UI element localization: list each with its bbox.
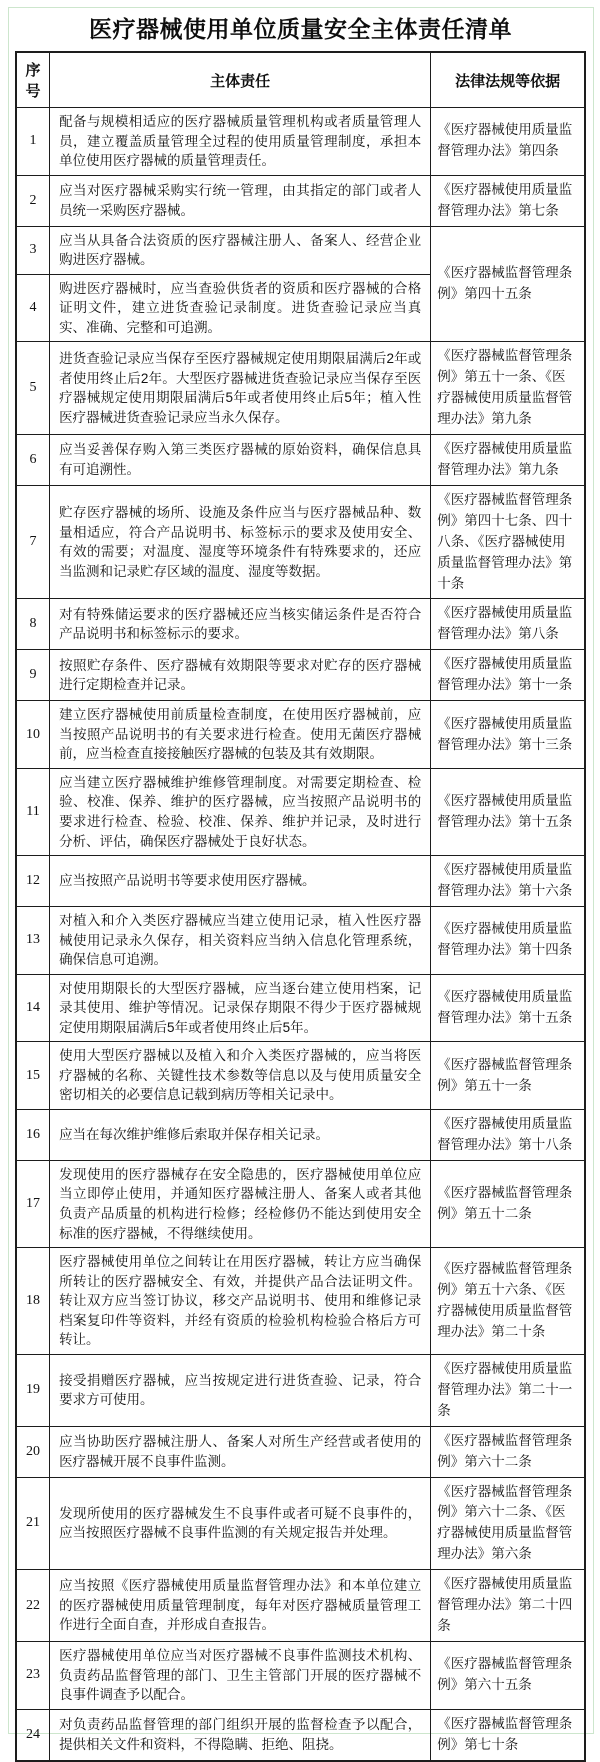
duty-cell: 对植入和介入类医疗器械应当建立使用记录，植入性医疗器械使用记录永久保存，相关资料应当纳入信息化管理系统，确保信息可追溯。 xyxy=(50,906,431,974)
table-row xyxy=(16,342,585,435)
duty-cell: 配备与规模相适应的医疗器械质量管理机构或者质量管理人员，建立覆盖质量管理全过程的使用质量管理制度，承担本单位使用医疗器械的质量管理责任。 xyxy=(50,108,431,176)
legal-basis-cell: 《医疗器械监督管理条例》第五十一条 xyxy=(431,1042,585,1110)
duty-cell: 对使用期限长的大型医疗器械，应当逐台建立使用档案，记录其使用、维护等情况。记录保存期限不得少于医疗器械规定使用期限届满后5年或者使用终止后5年。 xyxy=(50,974,431,1042)
duty-cell: 应当在每次维护维修后索取并保存相关记录。 xyxy=(50,1110,431,1161)
table-row xyxy=(16,1354,585,1426)
duty-cell: 对有特殊储运要求的医疗器械还应当核实储运条件是否符合产品说明书和标签标示的要求。 xyxy=(50,599,431,650)
table-row xyxy=(16,1477,585,1570)
legal-basis-cell: 《医疗器械监督管理条例》第六十五条 xyxy=(431,1641,585,1709)
document-title: 医疗器械使用单位质量安全主体责任清单 xyxy=(89,16,512,42)
legal-basis-cell: 《医疗器械使用质量监督管理办法》第十四条 xyxy=(431,906,585,974)
row-number-cell: 4 xyxy=(16,274,50,342)
legal-basis-cell: 《医疗器械监督管理条例》第六十二条、《医疗器械使用质量监督管理办法》第六条 xyxy=(431,1477,585,1570)
table-row xyxy=(16,701,585,769)
duty-cell: 医疗器械使用单位之间转让在用医疗器械，转让方应当确保所转让的医疗器械安全、有效，并提供产品合法证明文件。转让双方应当签订协议，移交产品说明书、使用和维修记录档案复印件等资料，并经有资质的检验机构检验合格后方可转让。 xyxy=(50,1248,431,1355)
row-number-cell: 18 xyxy=(16,1248,50,1355)
legal-basis-cell: 《医疗器械使用质量监督管理办法》第四条 xyxy=(431,108,585,176)
table-row xyxy=(16,485,585,599)
row-number-cell: 19 xyxy=(16,1354,50,1426)
duty-cell: 贮存医疗器械的场所、设施及条件应当与医疗器械品种、数量相适应，符合产品说明书、标签标示的要求及使用安全、有效的需要；对温度、湿度等环境条件有特殊要求的，还应当监测和记录贮存区域的温度、湿度等数据。 xyxy=(50,485,431,599)
row-number-cell: 13 xyxy=(16,906,50,974)
legal-basis-cell: 《医疗器械使用质量监督管理办法》第二十四条 xyxy=(431,1570,585,1642)
row-number-cell: 17 xyxy=(16,1160,50,1247)
legal-basis-cell: 《医疗器械使用质量监督管理办法》第二十一条 xyxy=(431,1354,585,1426)
duty-cell: 使用大型医疗器械以及植入和介入类医疗器械的，应当将医疗器械的名称、关键性技术参数等信息以及与使用质量安全密切相关的必要信息记载到病历等相关记录中。 xyxy=(50,1042,431,1110)
legal-basis-cell: 《医疗器械监督管理条例》第四十五条 xyxy=(431,226,585,342)
duty-cell: 应当按照《医疗器械使用质量监督管理办法》和本单位建立的医疗器械使用质量管理制度，每年对医疗器械质量管理工作进行全面自查，并形成自查报告。 xyxy=(50,1570,431,1642)
header-no: 序号 xyxy=(16,52,50,108)
duty-cell: 购进医疗器械时，应当查验供货者的资质和医疗器械的合格证明文件，建立进货查验记录制度。进货查验记录应当真实、准确、完整和可追溯。 xyxy=(50,274,431,342)
row-number-cell: 6 xyxy=(16,435,50,486)
table-row xyxy=(16,108,585,176)
legal-basis-cell: 《医疗器械使用质量监督管理办法》第十一条 xyxy=(431,650,585,701)
row-number-cell: 12 xyxy=(16,856,50,907)
legal-basis-cell: 《医疗器械监督管理条例》第五十一条、《医疗器械使用质量监督管理办法》第九条 xyxy=(431,342,585,435)
legal-basis-cell: 《医疗器械使用质量监督管理办法》第十五条 xyxy=(431,974,585,1042)
row-number-cell: 24 xyxy=(16,1709,50,1760)
row-number-cell: 7 xyxy=(16,485,50,599)
row-number-cell: 10 xyxy=(16,701,50,769)
duty-cell: 应当妥善保存购入第三类医疗器械的原始资料，确保信息具有可追溯性。 xyxy=(50,435,431,486)
legal-basis-cell: 《医疗器械使用质量监督管理办法》第十三条 xyxy=(431,701,585,769)
duty-cell: 应当对医疗器械采购实行统一管理，由其指定的部门或者人员统一采购医疗器械。 xyxy=(50,175,431,226)
row-number-cell: 22 xyxy=(16,1570,50,1642)
legal-basis-cell: 《医疗器械监督管理条例》第五十六条、《医疗器械使用质量监督管理办法》第二十条 xyxy=(431,1248,585,1355)
row-number-cell: 11 xyxy=(16,768,50,855)
row-number-cell: 5 xyxy=(16,342,50,435)
legal-basis-cell: 《医疗器械使用质量监督管理办法》第八条 xyxy=(431,599,585,650)
legal-basis-cell: 《医疗器械监督管理条例》第四十七条、四十八条、《医疗器械使用质量监督管理办法》第十条 xyxy=(431,485,585,599)
table-row xyxy=(16,768,585,855)
table-row xyxy=(16,1709,585,1760)
row-number-cell: 16 xyxy=(16,1110,50,1161)
row-number-cell: 21 xyxy=(16,1477,50,1570)
table-row xyxy=(16,974,585,1042)
legal-basis-cell: 《医疗器械使用质量监督管理办法》第十六条 xyxy=(431,856,585,907)
legal-basis-cell: 《医疗器械监督管理条例》第六十二条 xyxy=(431,1426,585,1477)
duty-cell: 应当建立医疗器械维护维修管理制度。对需要定期检查、检验、校准、保养、维护的医疗器械，应当按照产品说明书的要求进行检查、检验、校准、保养、维护并记录，及时进行分析、评估，确保医疗器械处于良好状态。 xyxy=(50,768,431,855)
responsibility-table xyxy=(15,51,586,1762)
row-number-cell: 14 xyxy=(16,974,50,1042)
table-row xyxy=(16,650,585,701)
legal-basis-cell: 《医疗器械使用质量监督管理办法》第七条 xyxy=(431,175,585,226)
table-row xyxy=(16,1110,585,1161)
table-row xyxy=(16,599,585,650)
duty-cell: 进货查验记录应当保存至医疗器械规定使用期限届满后2年或者使用终止后2年。大型医疗器械进货查验记录应当保存至医疗器械规定使用期限届满后5年或者使用终止后5年；植入性医疗器械进货查验记录应当永久保存。 xyxy=(50,342,431,435)
duty-cell: 发现所使用的医疗器械发生不良事件或者可疑不良事件的，应当按照医疗器械不良事件监测的有关规定报告并处理。 xyxy=(50,1477,431,1570)
row-number-cell: 2 xyxy=(16,175,50,226)
row-number-cell: 9 xyxy=(16,650,50,701)
table-row xyxy=(16,1570,585,1642)
table-body xyxy=(16,108,585,1761)
duty-cell: 发现使用的医疗器械存在安全隐患的，医疗器械使用单位应当立即停止使用，并通知医疗器械注册人、备案人或者其他负责产品质量的机构进行检修；经检修仍不能达到使用安全标准的医疗器械，不得继续使用。 xyxy=(50,1160,431,1247)
row-number-cell: 3 xyxy=(16,226,50,274)
duty-cell: 应当协助医疗器械注册人、备案人对所生产经营或者使用的医疗器械开展不良事件监测。 xyxy=(50,1426,431,1477)
table-row xyxy=(16,1248,585,1355)
legal-basis-cell: 《医疗器械监督管理条例》第五十二条 xyxy=(431,1160,585,1247)
table-row xyxy=(16,1426,585,1477)
table-row xyxy=(16,1160,585,1247)
row-number-cell: 8 xyxy=(16,599,50,650)
duty-cell: 应当从具备合法资质的医疗器械注册人、备案人、经营企业购进医疗器械。 xyxy=(50,226,431,274)
row-number-cell: 20 xyxy=(16,1426,50,1477)
table-row xyxy=(16,175,585,226)
legal-basis-cell: 《医疗器械使用质量监督管理办法》第十五条 xyxy=(431,768,585,855)
table-row xyxy=(16,1042,585,1110)
table-row xyxy=(16,435,585,486)
table-header-row xyxy=(16,52,585,108)
legal-basis-cell: 《医疗器械使用质量监督管理办法》第九条 xyxy=(431,435,585,486)
duty-cell: 按照贮存条件、医疗器械有效期限等要求对贮存的医疗器械进行定期检查并记录。 xyxy=(50,650,431,701)
table-row xyxy=(16,856,585,907)
duty-cell: 医疗器械使用单位应当对医疗器械不良事件监测技术机构、负责药品监督管理的部门、卫生主管部门开展的医疗器械不良事件调查予以配合。 xyxy=(50,1641,431,1709)
row-number-cell: 1 xyxy=(16,108,50,176)
duty-cell: 接受捐赠医疗器械，应当按规定进行进货查验、记录，符合要求方可使用。 xyxy=(50,1354,431,1426)
table-row xyxy=(16,226,585,274)
header-legal: 法律法规等依据 xyxy=(431,52,585,108)
legal-basis-cell: 《医疗器械使用质量监督管理办法》第十八条 xyxy=(431,1110,585,1161)
duty-cell: 对负责药品监督管理的部门组织开展的监督检查予以配合，提供相关文件和资料，不得隐瞒、拒绝、阻挠。 xyxy=(50,1709,431,1760)
table-row xyxy=(16,1641,585,1709)
row-number-cell: 23 xyxy=(16,1641,50,1709)
duty-cell: 建立医疗器械使用前质量检查制度，在使用医疗器械前，应当按照产品说明书的有关要求进行检查。使用无菌医疗器械前，应当检查直接接触医疗器械的包装及其有效期限。 xyxy=(50,701,431,769)
row-number-cell: 15 xyxy=(16,1042,50,1110)
duty-cell: 应当按照产品说明书等要求使用医疗器械。 xyxy=(50,856,431,907)
header-duty: 主体责任 xyxy=(50,52,431,108)
table-row xyxy=(16,906,585,974)
legal-basis-cell: 《医疗器械监督管理条例》第七十条 xyxy=(431,1709,585,1760)
